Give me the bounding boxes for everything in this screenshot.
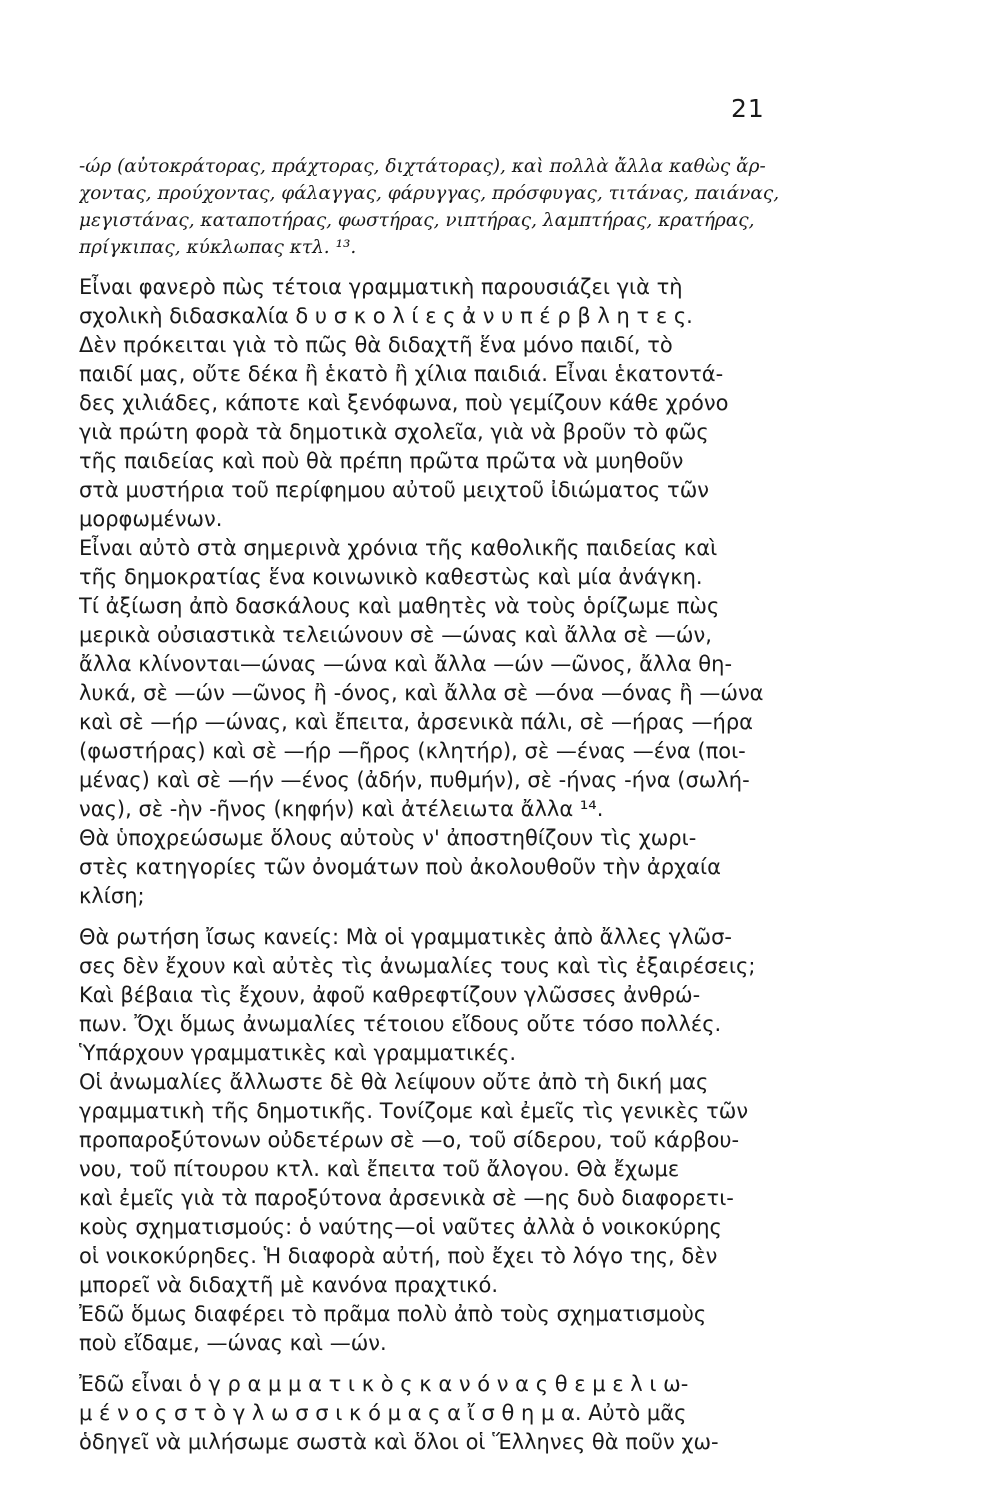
text-line: νας), σὲ -ὴν -ῆνος (κηφήν) καὶ ἀτέλειωτα ἄλλα ¹⁴. xyxy=(79,797,604,821)
text-line: (φωστήρας) καὶ σὲ —ήρ —ῆρος (κλητήρ), σὲ —ένας —ένα (ποι- xyxy=(79,739,746,763)
text-line: κλίση; xyxy=(79,884,145,908)
text-line: Εἶναι αὐτὸ στὰ σημερινὰ χρόνια τῆς καθολικῆς παιδείας καὶ xyxy=(79,536,718,560)
text-line: ὁδηγεῖ νὰ μιλήσωμε σωστὰ καὶ ὅλοι οἱ Ἕλληνες θὰ ποῦν χω- xyxy=(79,1430,719,1454)
text-line: σχολικὴ διδασκαλία δ υ σ κ ο λ ί ε ς ἀ ν υ π έ ρ β λ η τ ε ς. xyxy=(79,304,693,328)
text-line: καὶ ἐμεῖς γιὰ τὰ παροξύτονα ἀρσενικὰ σὲ —ης δυὸ διαφορετι- xyxy=(79,1186,734,1210)
text-line: μερικὰ οὐσιαστικὰ τελειώνουν σὲ —ώνας καὶ ἄλλα σὲ —ών, xyxy=(79,623,712,647)
text-line: σες δὲν ἔχουν καὶ αὐτὲς τὶς ἀνωμαλίες τους καὶ τὶς ἐξαιρέσεις; xyxy=(79,954,756,978)
text-line: μένας) καὶ σὲ —ήν —ένος (ἀδήν, πυθμήν), σὲ -ήνας -ήνα (σωλή- xyxy=(79,768,750,792)
text-line: Ὑπάρχουν γραμματικὲς καὶ γραμματικές. xyxy=(79,1041,517,1065)
text-line: τῆς παιδείας καὶ ποὺ θὰ πρέπη πρῶτα πρῶτα νὰ μυηθοῦν xyxy=(79,449,684,473)
text-line: Οἱ ἀνωμαλίες ἄλλωστε δὲ θὰ λείψουν οὔτε ἀπὸ τὴ δική μας xyxy=(79,1070,709,1094)
text-line: παιδί μας, οὔτε δέκα ἢ ἑκατὸ ἢ χίλια παιδιά. Εἶναι ἑκατοντά- xyxy=(79,362,724,386)
text-line: πρίγκιπας, κύκλωπας κτλ. ¹³. xyxy=(79,237,357,258)
text-line: δες χιλιάδες, κάποτε καὶ ξενόφωνα, ποὺ γεμίζουν κάθε χρόνο xyxy=(79,391,729,415)
text-line: μπορεῖ νὰ διδαχτῆ μὲ κανόνα πραχτικό. xyxy=(79,1273,498,1297)
text-line: Καὶ βέβαια τὶς ἔχουν, ἀφοῦ καθρεφτίζουν γλῶσσες ἀνθρώ- xyxy=(79,983,701,1007)
text-line: στὰ μυστήρια τοῦ περίφημου αὐτοῦ μειχτοῦ ἰδιώματος τῶν xyxy=(79,478,710,502)
text-line: ἄλλα κλίνονται—ώνας —ώνα καὶ ἄλλα —ών —ῶνος, ἄλλα θη- xyxy=(79,652,733,676)
text-line: προπαροξύτονων οὐδετέρων σὲ —ο, τοῦ σίδερου, τοῦ κάρβου- xyxy=(79,1128,740,1152)
text-line: Δὲν πρόκειται γιὰ τὸ πῶς θὰ διδαχτῆ ἕνα μόνο παιδί, τὸ xyxy=(79,333,673,357)
text-line: μορφωμένων. xyxy=(79,507,223,531)
text-line: νου, τοῦ πίτουρου κτλ. καὶ ἔπειτα τοῦ ἄλογου. Θὰ ἔχωμε xyxy=(79,1157,680,1181)
page-number: 21 xyxy=(731,94,765,123)
text-line: Εἶναι φανερὸ πὼς τέτοια γραμματικὴ παρουσιάζει γιὰ τὴ xyxy=(79,275,683,299)
text-line: τῆς δημοκρατίας ἕνα κοινωνικὸ καθεστὼς καὶ μία ἀνάγκη. xyxy=(79,565,703,589)
text-line: Θὰ ρωτήση ἴσως κανείς: Μὰ οἱ γραμματικὲς ἀπὸ ἄλλες γλῶσ- xyxy=(79,925,732,949)
body-text xyxy=(79,153,819,1457)
text-line: γραμματικὴ τῆς δημοτικῆς. Τονίζομε καὶ ἐμεῖς τὶς γενικὲς τῶν xyxy=(79,1099,749,1123)
text-line: χοντας, προύχοντας, φάλαγγας, φάρυγγας, πρόσφυγας, τιτάνας, παιάνας, xyxy=(79,183,780,204)
text-line: Θὰ ὑποχρεώσωμε ὅλους αὐτοὺς ν' ἀποστηθίζουν τὶς χωρι- xyxy=(79,826,697,850)
text-line: ποὺ εἴδαμε, —ώνας καὶ —ών. xyxy=(79,1331,387,1355)
text-line: γιὰ πρώτη φορὰ τὰ δημοτικὰ σχολεῖα, γιὰ νὰ βροῦν τὸ φῶς xyxy=(79,420,709,444)
text-line: μ έ ν ο ς σ τ ὸ γ λ ω σ σ ι κ ό μ α ς α ἴ σ θ η μ α. Αὐτὸ μᾶς xyxy=(79,1401,687,1425)
text-line: κοὺς σχηματισμούς: ὁ ναύτης—οἱ ναῦτες ἀλλὰ ὁ νοικοκύρης xyxy=(79,1215,722,1239)
text-line: -ώρ (αὐτοκράτορας, πράχτορας, διχτάτορας), καὶ πολλὰ ἄλλα καθὼς ἄρ- xyxy=(79,156,766,177)
text-line: Τί ἀξίωση ἀπὸ δασκάλους καὶ μαθητὲς νὰ τοὺς ὁρίζωμε πὼς xyxy=(79,594,720,618)
text-line: Ἐδῶ εἶναι ὁ γ ρ α μ μ α τ ι κ ὸ ς κ α ν ό ν α ς θ ε μ ε λ ι ω- xyxy=(79,1372,689,1396)
text-line: μεγιστάνας, καταποτήρας, φωστήρας, νιπτήρας, λαμπτήρας, κρατήρας, xyxy=(79,210,755,231)
text-line: Ἐδῶ ὅμως διαφέρει τὸ πρᾶμα πολὺ ἀπὸ τοὺς σχηματισμοὺς xyxy=(79,1302,707,1326)
text-line: λυκά, σὲ —ών —ῶνος ἢ -όνος, καὶ ἄλλα σὲ —όνα —όνας ἢ —ώνα xyxy=(79,681,764,705)
text-line: πων. Ὄχι ὅμως ἀνωμαλίες τέτοιου εἴδους οὔτε τόσο πολλές. xyxy=(79,1012,722,1036)
text-line: οἱ νοικοκύρηδες. Ἡ διαφορὰ αὐτή, ποὺ ἔχει τὸ λόγο της, δὲν xyxy=(79,1244,718,1268)
text-line: καὶ σὲ —ήρ —ώνας, καὶ ἔπειτα, ἀρσενικὰ πάλι, σὲ —ήρας —ήρα xyxy=(79,710,754,734)
text-line: στὲς κατηγορίες τῶν ὀνομάτων ποὺ ἀκολουθοῦν τὴν ἀρχαία xyxy=(79,855,721,879)
